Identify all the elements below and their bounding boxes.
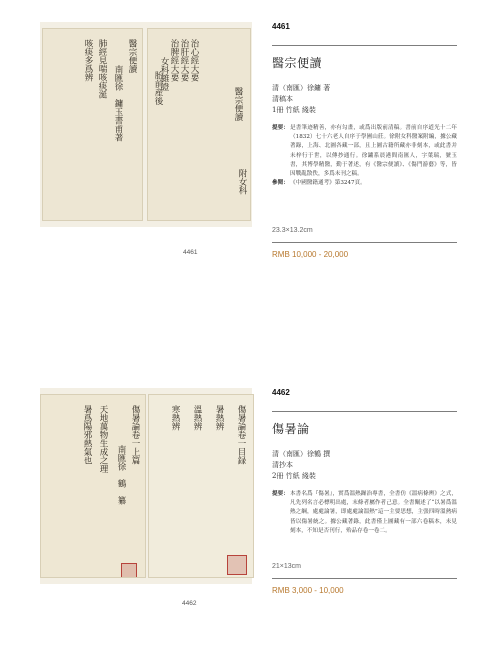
manuscript-column: 南匯徐 鏞玉書甫著 xyxy=(113,65,123,142)
divider xyxy=(272,578,457,579)
manuscript-column: 胎前産後 xyxy=(153,71,163,105)
manuscript-column: 咳痰多爲辨 xyxy=(83,39,93,82)
manuscript-column: 附女科 xyxy=(237,169,247,195)
photo-caption: 4462 xyxy=(182,600,197,607)
reference-label: 參閱： xyxy=(272,180,289,187)
lot-number: 4461 xyxy=(272,22,290,31)
reference-text: 《中國醫籍通考》第3247頁。 xyxy=(290,180,366,187)
manuscript-column: 治脾經大要 xyxy=(169,39,179,82)
divider xyxy=(272,45,457,46)
manuscript-column: 肺經見喘咳痰涎 xyxy=(97,39,107,99)
book-photo xyxy=(40,22,252,256)
notes-label: 提要： xyxy=(272,125,289,131)
manuscript-page-left xyxy=(40,394,146,578)
manuscript-column: 南匯徐 鶴 纂 xyxy=(116,445,126,505)
manuscript-column: 治肝經大要 xyxy=(179,39,189,82)
notes-label: 提要： xyxy=(272,491,289,497)
manuscript-page-left xyxy=(42,28,143,221)
estimate: RMB 3,000 - 10,000 xyxy=(272,586,344,595)
manuscript-column: 傷暑論卷一上篇 xyxy=(130,405,140,465)
lot-description xyxy=(272,124,457,188)
edition: 清抄本 xyxy=(272,461,293,469)
manuscript-page-right xyxy=(147,28,251,221)
lot-meta xyxy=(272,83,330,116)
photo-caption: 4461 xyxy=(183,249,198,256)
divider xyxy=(272,242,457,243)
lot-description xyxy=(272,490,457,536)
dimensions: 21×13cm xyxy=(272,563,301,570)
manuscript-column: 女科雜證 xyxy=(159,57,169,91)
volumes: 1冊 竹紙 綫裝 xyxy=(272,106,316,114)
manuscript-column: 溫熱辨 xyxy=(192,405,202,431)
manuscript-page-right xyxy=(148,394,254,578)
notes-text: 是書筆迹精善，亦有勾畫，或爲出版前清稿。書前自序道光十二年（1832）七十六老人自序于學圃山莊。徐附女科醫案附編，據公藏著錄，上海、北圖各藏一部，且上圖古籍所藏亦非刻本，或此書并未梓行于世，以傳抄通行。徐鏞系晨港間南匯人，字葉瑞，號玉書，其博學精醫，勤于著述，有《醫宗便讀》、《傷門游藝》等，皆因戰亂散佚，多爲未刊之稿。 xyxy=(290,125,457,178)
edition: 清稿本 xyxy=(272,95,293,103)
red-seal-stamp xyxy=(227,555,247,575)
volumes: 2冊 竹紙 綫裝 xyxy=(272,472,316,480)
lot-title: 醫宗便讀 xyxy=(272,56,323,70)
notes-text: 本書名爲『傷暑』，實爲溫熱躁治專書，全書仿《溫病條辨》之式，凡先列名言必標明出處，末條者屬作者己意。全書闡述了“以暑爲溫熱之綱，處處論暑，即處處論溫熱”這一主要思想，主張四時溫熱病皆以傷暑統之。據公藏著錄，此書僅上圖藏有一部六卷稿本，未見刻本，不知是否刊行，殆品存卷一卷二。 xyxy=(290,491,457,534)
manuscript-column: 醫宗便讀 xyxy=(233,87,243,121)
divider xyxy=(272,411,457,412)
author: 清（南匯）徐鏞 著 xyxy=(272,84,331,92)
manuscript-column: 傷暑論卷一目録 xyxy=(236,405,246,465)
lot-meta xyxy=(272,449,330,482)
lot-title: 傷暑論 xyxy=(272,422,310,436)
manuscript-column: 暑熱辨 xyxy=(214,405,224,431)
lot-number: 4462 xyxy=(272,388,290,397)
manuscript-column: 暑爲陽邪熱氣也 xyxy=(82,405,92,465)
manuscript-column: 寒熱辨 xyxy=(170,405,180,431)
manuscript-column: 天地萬物生成之理 xyxy=(98,405,108,473)
estimate: RMB 10,000 - 20,000 xyxy=(272,250,349,259)
dimensions: 23.3×13.2cm xyxy=(272,227,313,234)
red-seal-stamp xyxy=(121,563,137,578)
manuscript-column: 治心經大要 xyxy=(189,39,199,82)
manuscript-column: 醫宗便讀 xyxy=(127,39,137,73)
book-photo xyxy=(40,388,252,607)
author: 清（南匯）徐鶴 撰 xyxy=(272,450,331,458)
